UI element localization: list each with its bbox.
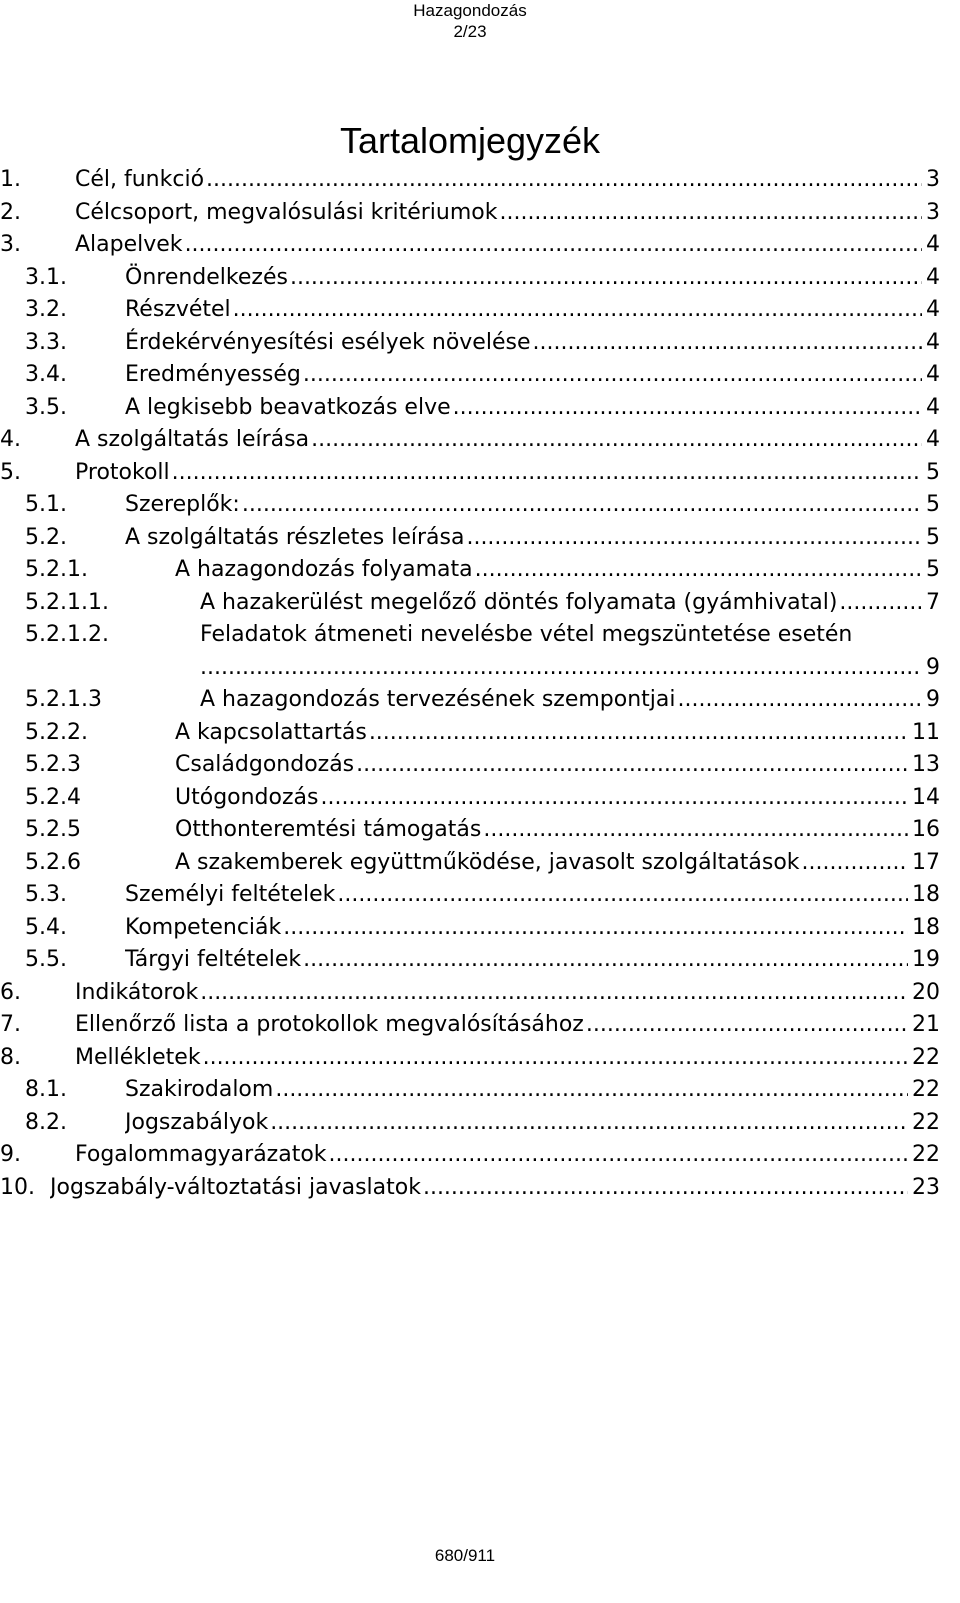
toc-entry[interactable] — [0, 489, 940, 522]
toc-entry-page: 23 — [912, 1174, 940, 1200]
dot-leader — [303, 359, 922, 392]
toc-entry-label: Fogalommagyarázatok — [75, 1142, 327, 1167]
toc-entry-label: Eredményesség — [125, 362, 301, 387]
toc-entry-label: Szereplők: — [125, 492, 240, 517]
toc-entry-label: Utógondozás — [175, 784, 319, 810]
dot-leader — [423, 1172, 908, 1205]
dot-leader — [475, 554, 922, 587]
toc-entry-number: 5.2.1.1. — [25, 589, 109, 615]
toc-entry-label: Feladatok átmeneti nevelésbe vétel megszüntetése esetén — [200, 622, 853, 647]
dot-leader — [185, 229, 922, 262]
toc-entry-number: 3.1. — [25, 264, 67, 290]
toc-entry-label: Tárgyi feltételek — [125, 947, 302, 972]
document-title: Hazagondozás — [413, 1, 527, 20]
toc-entry[interactable] — [0, 327, 940, 360]
toc-entry-label: Ellenőrző lista a protokollok megvalósításához — [75, 1012, 584, 1037]
dot-leader — [270, 1107, 908, 1140]
toc-entry[interactable] — [0, 392, 940, 425]
toc-entry-label: A hazagondozás tervezésének szempontjai — [200, 687, 676, 712]
toc-entry-page: 3 — [926, 199, 940, 225]
toc-entry-number: 1. — [0, 167, 21, 192]
toc-list — [0, 164, 940, 1204]
toc-entry-page: 17 — [912, 849, 940, 875]
dot-leader — [678, 684, 922, 717]
toc-entry[interactable] — [0, 1009, 940, 1042]
toc-entry-number: 3.4. — [25, 362, 67, 387]
toc-entry-page: 4 — [926, 362, 940, 387]
dot-leader — [242, 489, 922, 522]
toc-entry-page: 14 — [912, 784, 940, 810]
dot-leader — [200, 977, 908, 1010]
toc-entry[interactable] — [0, 879, 940, 912]
toc-entry-page: 22 — [912, 1142, 940, 1167]
toc-entry-label: Érdekérvényesítési esélyek növelése — [125, 329, 531, 355]
toc-entry-number: 10. — [0, 1174, 35, 1200]
toc-entry-page: 20 — [912, 979, 940, 1005]
dot-leader — [466, 522, 922, 555]
toc-entry-label: A szolgáltatás részletes leírása — [125, 524, 465, 550]
dot-leader — [329, 1139, 908, 1172]
toc-entry-label: A legkisebb beavatkozás elve — [125, 394, 451, 420]
toc-entry[interactable] — [0, 782, 940, 815]
toc-entry-page: 4 — [926, 329, 940, 355]
toc-entry-number: 5.2.1.2. — [25, 622, 109, 647]
toc-entry-label: Célcsoport, megvalósulási kritériumok — [75, 199, 498, 225]
toc-entry-page: 4 — [926, 264, 940, 290]
toc-entry[interactable] — [0, 717, 940, 750]
toc-entry-number: 5.2.6 — [25, 849, 81, 875]
toc-entry-number: 5.5. — [25, 947, 67, 972]
toc-entry-page: 5 — [926, 524, 940, 550]
toc-entry-label: Részvétel — [125, 297, 231, 322]
toc-entry[interactable] — [0, 554, 940, 587]
toc-entry[interactable] — [0, 814, 940, 847]
dot-leader — [839, 587, 922, 620]
toc-entry-label: Szakirodalom — [125, 1077, 274, 1102]
toc-entry-number: 5.2.2. — [25, 719, 88, 745]
toc-entry-page: 16 — [912, 817, 940, 842]
toc-entry[interactable] — [0, 294, 940, 327]
toc-entry-label: Mellékletek — [75, 1044, 201, 1070]
toc-entry-number: 7. — [0, 1012, 21, 1037]
toc-entry[interactable] — [0, 749, 940, 782]
toc-entry[interactable] — [0, 262, 940, 295]
toc-entry[interactable] — [0, 1139, 940, 1172]
dot-leader — [275, 1074, 908, 1107]
toc-entry[interactable] — [0, 1074, 940, 1107]
toc-entry-label: Alapelvek — [75, 232, 183, 257]
toc-entry-number: 3. — [0, 232, 21, 257]
dot-leader — [369, 717, 908, 750]
toc-entry-page: 9 — [926, 687, 940, 712]
toc-entry[interactable] — [0, 229, 940, 262]
toc-entry-label: Kompetenciák — [125, 914, 282, 940]
dot-leader — [311, 424, 922, 457]
dot-leader — [200, 652, 922, 685]
toc-entry-page: 7 — [926, 589, 940, 615]
page-indicator: 2/23 — [453, 22, 487, 41]
toc-entry-label: Jogszabályok — [125, 1109, 269, 1135]
toc-entry-number: 3.2. — [25, 297, 67, 322]
dot-leader — [290, 262, 922, 295]
dot-leader — [356, 749, 908, 782]
dot-leader — [283, 912, 908, 945]
toc-entry[interactable] — [0, 164, 940, 197]
dot-leader — [203, 1042, 908, 1075]
toc-entry-number: 5.2.4 — [25, 784, 81, 810]
toc-entry[interactable] — [0, 1172, 940, 1205]
toc-entry-page: 22 — [912, 1109, 940, 1135]
dot-leader — [586, 1009, 908, 1042]
toc-entry-page: 21 — [912, 1012, 940, 1037]
dot-leader — [320, 782, 908, 815]
dot-leader — [206, 164, 922, 197]
toc-entry-page: 4 — [926, 394, 940, 420]
toc-entry-page: 18 — [912, 882, 940, 907]
dot-leader — [233, 294, 922, 327]
toc-entry[interactable] — [0, 359, 940, 392]
toc-entry[interactable] — [0, 619, 940, 652]
toc-entry-label: A szakemberek együttműködése, javasolt szolgáltatások — [175, 849, 800, 875]
dot-leader — [453, 392, 922, 425]
toc-entry[interactable] — [0, 424, 940, 457]
toc-entry-number: 5.2.1. — [25, 557, 88, 582]
toc-entry[interactable] — [0, 912, 940, 945]
toc-entry[interactable] — [0, 587, 940, 620]
toc-title: Tartalomjegyzék — [339, 120, 601, 161]
toc-entry-number: 8.2. — [25, 1109, 67, 1135]
toc-entry-page: 22 — [912, 1077, 940, 1102]
toc-entry-page: 22 — [912, 1044, 940, 1070]
toc-entry-page: 11 — [912, 719, 940, 745]
toc-entry-page: 19 — [912, 947, 940, 972]
dot-leader — [499, 197, 922, 230]
dot-leader — [802, 847, 908, 880]
toc-entry-number: 5.2.5 — [25, 817, 81, 842]
page-footer — [0, 1545, 930, 1566]
toc-entry-page: 5 — [926, 492, 940, 517]
toc-entry[interactable] — [0, 457, 940, 490]
dot-leader — [533, 327, 923, 360]
toc-entry-number: 2. — [0, 199, 21, 225]
toc-entry[interactable] — [0, 944, 940, 977]
toc-entry-label: A szolgáltatás leírása — [75, 427, 310, 452]
toc-entry-number: 8. — [0, 1044, 21, 1070]
toc-entry-page: 5 — [926, 557, 940, 582]
toc-entry-number: 9. — [0, 1142, 21, 1167]
toc-entry-label: Családgondozás — [175, 752, 355, 777]
toc-entry-label: Önrendelkezés — [125, 264, 288, 290]
toc-entry-page: 5 — [926, 459, 940, 485]
toc-entry-page: 9 — [926, 654, 940, 680]
toc-entry[interactable] — [0, 197, 940, 230]
toc-entry-label: A hazagondozás folyamata — [175, 557, 473, 582]
toc-entry-label: Cél, funkció — [75, 167, 205, 192]
toc-entry-number: 5.1. — [25, 492, 67, 517]
toc-entry[interactable] — [0, 1042, 940, 1075]
toc-entry-label: Protokoll — [75, 459, 170, 485]
toc-entry-number: 5.2. — [25, 524, 67, 550]
toc-entry-number: 5.2.1.3 — [25, 687, 102, 712]
toc-entry-page: 3 — [926, 167, 940, 192]
page-counter: 680/911 — [434, 1546, 496, 1565]
toc-entry[interactable] — [0, 977, 940, 1010]
toc-entry-number: 4. — [0, 427, 21, 452]
toc-entry-number: 3.3. — [25, 329, 67, 355]
toc-entry-number: 8.1. — [25, 1077, 67, 1102]
dot-leader — [303, 944, 908, 977]
toc-entry-page: 13 — [912, 752, 940, 777]
toc-entry-page: 4 — [926, 427, 940, 452]
toc-entry[interactable] — [0, 847, 940, 880]
toc-entry-label: Otthonteremtési támogatás — [175, 817, 482, 842]
dot-leader — [483, 814, 908, 847]
toc-entry-number: 5.2.3 — [25, 752, 81, 777]
toc-entry-page: 4 — [926, 232, 940, 257]
toc-entry-page: 18 — [912, 914, 940, 940]
toc-entry-label: A kapcsolattartás — [175, 719, 367, 745]
toc-entry-number: 3.5. — [25, 394, 67, 420]
toc-entry-continuation[interactable] — [0, 652, 940, 685]
toc-entry-page: 4 — [926, 297, 940, 322]
toc-entry-label: Személyi feltételek — [125, 882, 336, 907]
toc-entry-label: Indikátorok — [75, 979, 199, 1005]
toc-entry-number: 5. — [0, 459, 21, 485]
toc-entry-number: 5.3. — [25, 882, 67, 907]
dot-leader — [337, 879, 908, 912]
page-header — [0, 0, 940, 42]
toc-entry-number: 6. — [0, 979, 21, 1005]
toc-entry[interactable] — [0, 522, 940, 555]
toc-entry-label: Jogszabály-változtatási javaslatok — [50, 1174, 421, 1200]
toc-entry[interactable] — [0, 684, 940, 717]
dot-leader — [172, 457, 922, 490]
toc-entry-number: 5.4. — [25, 914, 67, 940]
toc-entry-label: A hazakerülést megelőző döntés folyamata (gyámhivatal) — [200, 589, 838, 615]
toc-entry[interactable] — [0, 1107, 940, 1140]
